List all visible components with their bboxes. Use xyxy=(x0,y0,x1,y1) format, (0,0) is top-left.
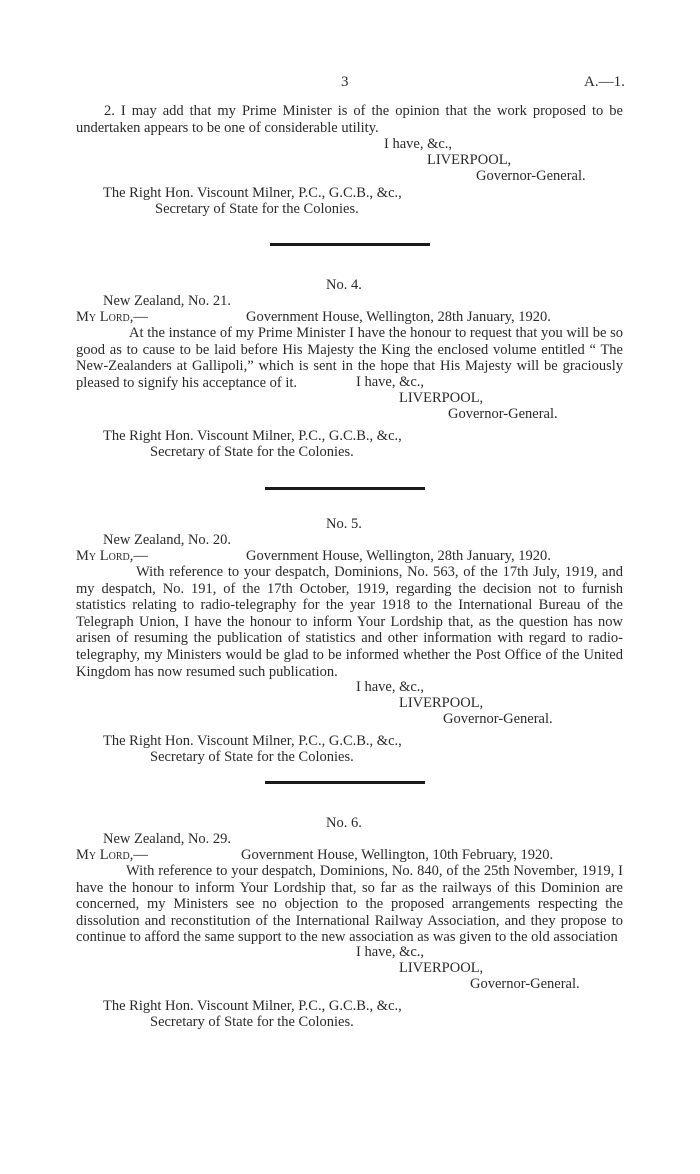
letter-closing: I have, &c., xyxy=(356,944,425,960)
letter-addressee-line1: The Right Hon. Viscount Milner, P.C., G.C.B., &c., xyxy=(103,998,402,1014)
letter-place-date: Government House, Wellington, 10th February, 1920. xyxy=(241,847,554,863)
letter-salutation: My Lord,— xyxy=(76,309,148,325)
letter-closing: I have, &c., xyxy=(356,679,425,695)
letter-signatory-title: Governor-General. xyxy=(470,976,580,992)
letter-addressee-line2: Secretary of State for the Colonies. xyxy=(150,444,354,460)
letter-signatory: LIVERPOOL, xyxy=(399,695,484,711)
letter-series: New Zealand, No. 21. xyxy=(103,293,232,309)
continuation-addressee-line2: Secretary of State for the Colonies. xyxy=(155,201,359,217)
continuation-closing: I have, &c., xyxy=(384,136,453,152)
letter-series: New Zealand, No. 20. xyxy=(103,532,232,548)
letter-number: No. 6. xyxy=(326,815,362,831)
letter-salutation: My Lord,— xyxy=(76,548,148,564)
letter-addressee-line1: The Right Hon. Viscount Milner, P.C., G.C.B., &c., xyxy=(103,428,402,444)
letter-signatory: LIVERPOOL, xyxy=(399,390,484,406)
continuation-signatory: LIVERPOOL, xyxy=(427,152,512,168)
letter-signatory-title: Governor-General. xyxy=(443,711,553,727)
letter-signatory-title: Governor-General. xyxy=(448,406,558,422)
letter-place-date: Government House, Wellington, 28th January, 1920. xyxy=(246,309,551,325)
section-divider xyxy=(270,243,430,246)
letter-addressee-line1: The Right Hon. Viscount Milner, P.C., G.C.B., &c., xyxy=(103,733,402,749)
section-divider xyxy=(265,781,425,784)
letter-addressee-line2: Secretary of State for the Colonies. xyxy=(150,749,354,765)
continuation-addressee-line1: The Right Hon. Viscount Milner, P.C., G.C.B., &c., xyxy=(103,185,402,201)
continuation-paragraph: 2. I may add that my Prime Minister is of the opinion that the work proposed to be undertaken appears to be one of considerable utility. xyxy=(76,103,623,136)
letter-series: New Zealand, No. 29. xyxy=(103,831,232,847)
section-divider xyxy=(265,487,425,490)
letter-body: With reference to your despatch, Dominions, No. 563, of the 17th July, 1919, and my despatch, No. 191, of the 17th October, 1919, regarding the decision not to furnish statistics relating to radio-telegraphy for the year 1918 to the International Bureau of the Telegraph Union, I have the honour to inform Your Lordship that, as the question has now arisen of resuming the publication of statistics and other information with regard to radio-telegraphy, my Ministers would be glad to be informed whether the Post Office of the United Kingdom has now resumed such publication. xyxy=(76,564,623,680)
page-number: 3 xyxy=(341,74,349,90)
continuation-signatory-title: Governor-General. xyxy=(476,168,586,184)
letter-place-date: Government House, Wellington, 28th January, 1920. xyxy=(246,548,551,564)
letter-closing: I have, &c., xyxy=(356,374,425,390)
letter-body: At the instance of my Prime Minister I have the honour to request that you will be so good as to cause to be laid before His Majesty the King the enclosed volume entitled “ The New-Zealanders at Gallipoli,” which is sent in the hope that His Majesty will be graciously pleased to signify his acceptance of it. xyxy=(76,325,623,391)
letter-salutation: My Lord,— xyxy=(76,847,148,863)
letter-number: No. 4. xyxy=(326,277,362,293)
letter-number: No. 5. xyxy=(326,516,362,532)
letter-addressee-line2: Secretary of State for the Colonies. xyxy=(150,1014,354,1030)
letter-body: With reference to your despatch, Dominions, No. 840, of the 25th November, 1919, I have the honour to inform Your Lordship that, so far as the railways of this Dominion are concerned, my Ministers see no objection to the proposed arrangements respecting the dissolution and reconstitution of the International Railway Association, and they propose to continue to afford the same support to the new association as was given to the old association xyxy=(76,863,623,946)
letter-signatory: LIVERPOOL, xyxy=(399,960,484,976)
document-reference: A.—1. xyxy=(584,74,625,90)
